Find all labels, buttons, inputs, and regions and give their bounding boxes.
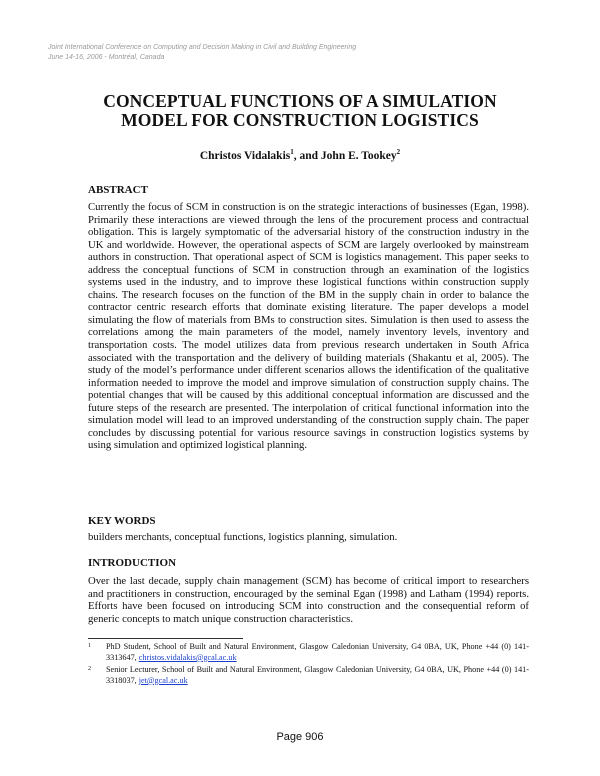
footnote-1 <box>88 642 529 664</box>
footnote-2-number: 2 <box>88 666 91 672</box>
author-1-affiliation-mark: 1 <box>290 148 294 156</box>
paper-title <box>60 92 540 130</box>
footnote-1-text: PhD Student, School of Built and Natural Environment, Glasgow Caledonian University, G4 0BA, UK, Phone +44 (0) 141-3313647, <box>106 642 529 662</box>
author-1: Christos Vidalakis <box>199 149 291 162</box>
title-line-2: MODEL FOR CONSTRUCTION LOGISTICS <box>121 110 479 130</box>
footnote-2 <box>88 665 529 687</box>
footnote-2-text: Senior Lecturer, School of Built and Natural Environment, Glasgow Caledonian University, G4 0BA, UK, Phone +44 (0) 141-3318037, <box>106 665 529 685</box>
conference-name: Joint International Conference on Computing and Decision Making in Civil and Building Engineering <box>48 44 357 51</box>
abstract-heading: ABSTRACT <box>88 184 148 196</box>
keywords-body: builders merchants, conceptual functions, logistics planning, simulation. <box>88 531 398 543</box>
author-2-affiliation-mark: 2 <box>396 148 401 156</box>
author-line <box>60 148 540 162</box>
footnote-2-email-link[interactable]: jet@gcal.ac.uk <box>138 675 188 685</box>
author-2: John E. Tookey <box>320 149 397 162</box>
introduction-heading: INTRODUCTION <box>88 557 177 569</box>
footnote-1-number: 1 <box>88 643 91 649</box>
title-line-1: CONCEPTUAL FUNCTIONS OF A SIMULATION <box>103 91 497 111</box>
abstract-body: Currently the focus of SCM in construction is on the strategic interactions of businesses (Egan, 1998). Primarily these interactions are viewed through the lens of the procurement process and contractual obligation. This is largely symptomatic of the adversarial history of the construction industry in the UK and worldwide. However, the operational aspects of SCM are largely overlooked by mainstream authors in construction. That operational aspect of SCM is logistics management. This paper seeks to address the conceptual functions of SCM in construction through an examination of the logistics systems used in the industry, and to improve these logistical functions within construction supply chains. The research focuses on the function of the BM in the supply chain in order to balance the contractor centric research efforts that dominate existing literature. The paper develops a model simulating the flow of materials from BMs to construction sites. Simulation is then used to assess the correlations among the main parameters of the model, namely inventory levels, inventory and transportation costs. The model utilizes data from previous research undertaken in South Africa associated with the transportation and the delivery of building materials (Shakantu et al, 2005). The study of the model’s performance under different scenarios allows the identification of the qualitative information needed to improve the model and improve simulation of construction supply chains. The potential changes that will be caused by this additional conceptual information are discussed and the future steps of the research are presented. The interpolation of critical functional information into the simulation model will lead to an improved understanding of the construction supply chain. The paper concludes by discussing potential for various resource savings in construction logistics systems by using simulation and optimized logistical planning. <box>88 201 529 452</box>
keywords-heading: KEY WORDS <box>88 515 156 527</box>
page-number: Page 906 <box>276 731 324 743</box>
author-separator: , and <box>293 149 321 162</box>
introduction-body: Over the last decade, supply chain management (SCM) has become of critical import to researchers and practitioners in construction, encouraged by the seminal Egan (1998) and Latham (1994) reports. Efforts have been focused on introducing SCM into construction and the consequential reform of generic concepts to match unique construction characteristics. <box>88 575 529 625</box>
footnote-1-email-link[interactable]: christos.vidalakis@gcal.ac.uk <box>138 652 237 662</box>
conference-date-location: June 14-16, 2006 - Montréal, Canada <box>48 54 165 61</box>
conference-header <box>48 43 356 63</box>
footnote-divider <box>88 638 243 639</box>
